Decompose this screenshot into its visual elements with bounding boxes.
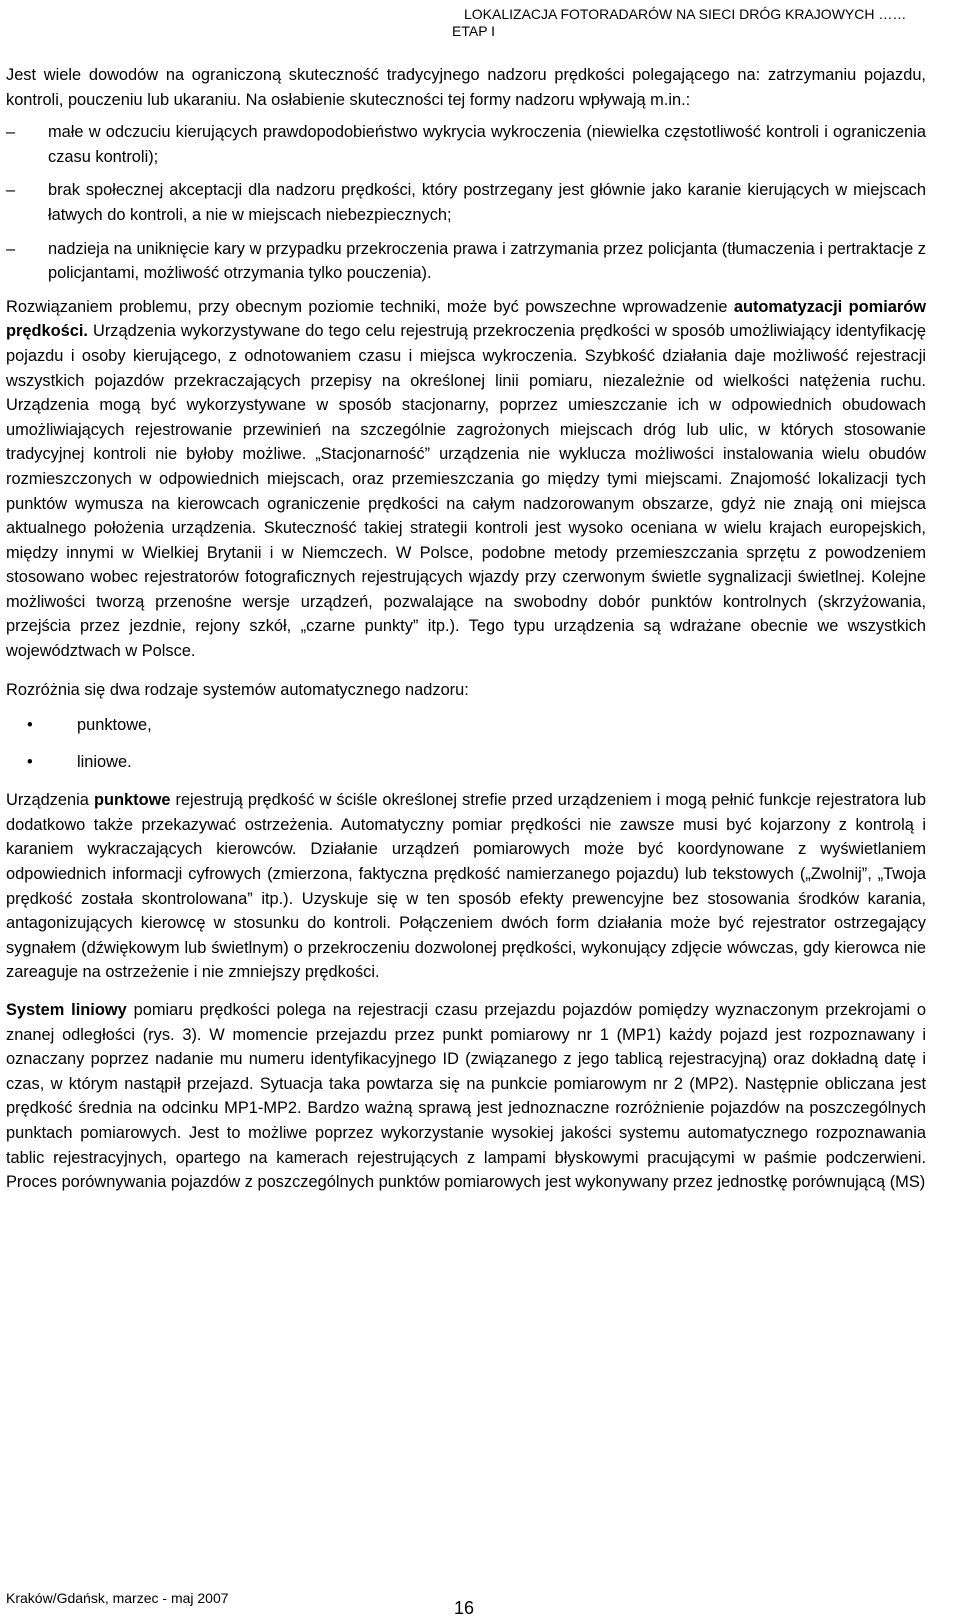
list-item-text: brak społecznej akceptacji dla nadzoru prędkości, który postrzegany jest głównie jako karanie kierujących w miejscach łatwych do kontroli, a nie w miejscach niebezpiecznych; <box>48 181 926 224</box>
header-stage: ETAP I <box>452 23 496 39</box>
dash-marker: – <box>6 123 16 142</box>
list-item <box>6 713 926 750</box>
point-rest-text: rejestrują prędkość w ściśle określonej strefie przed urządzeniem i mogą pełnić funkcje rejestratora lub dodatkowo także przekazywać ostrzeżenia. Automatyczny pomiar prędkości nie zawsze musi być kojarzony z kontrolą i karaniem wykraczających kierowców. Działanie urządzeń pomiarowych może być koordynowane z wyświetlaniem odpowiednich informacji cyfrowych (zmierzona, faktyczna prędkość namierzanego pojazdu) lub tekstowych („Zwolnij”, „Twoja prędkość została skontrolowana” itp.). Uzyskuje się w ten sposób efekty prewencyjne bez stosowania środków karania, antagonizujących kierowcę w stosunku do kontroli. Połączeniem dwóch form działania może być rejestrator ostrzegający sygnałem (dźwiękowym lub świetlnym) o przekroczeniu dozwolonej prędkości, wykonujący zdjęcie wówczas, gdy kierowca nie zareaguje na ostrzeżenie i nie zmniejszy prędkości. <box>6 791 926 982</box>
running-header <box>0 6 960 40</box>
point-system-paragraph <box>6 788 926 985</box>
line-bold-text: System liniowy <box>6 1001 127 1019</box>
footer-place-date: Kraków/Gdańsk, marzec - maj 2007 <box>6 1590 229 1606</box>
bullet-list <box>6 713 926 787</box>
dash-marker: – <box>6 181 16 200</box>
main-rest-text: Urządzenia wykorzystywane do tego celu rejestrują przekroczenia prędkości w sposób umożliwiający identyfikację pojazdu i osoby kierującego, z odnotowaniem czasu i miejsca wykroczenia. Szybkość działania daje możliwość rejestracji wszystkich pojazdów przekraczających przepisy na określonej linii pomiaru, niezależnie od wielkości natężenia ruchu. Urządzenia mogą być wykorzystywane w sposób stacjonarny, poprzez umieszczanie ich w odpowiednich obudowach umożliwiających rejestrowanie przewinień na szczególnie zagrożonych miejscach dróg lub ulic, w których stosowanie tradycyjnej kontroli nie byłoby możliwe. „Stacjonarność” urządzenia nie wyklucza możliwości instalowania wielu obudów rozmieszczonych w odpowiednich miejscach, oraz przemieszczania go między tymi miejscami. Znajomość lokalizacji tych punktów wymusza na kierowcach ograniczenie prędkości na całym nadzorowanym obszarze, gdyż nie znają oni miejsca aktualnego położenia urządzenia. Skuteczność takiej strategii kontroli jest wysoko oceniana w wielu krajach europejskich, między innymi w Wielkiej Brytanii i w Niemczech. W Polsce, podobne metody przemieszczania sprzętu z powodzeniem stosowano wobec rejestratorów fotograficznych rejestrujących wjazdy przy czerwonym świetle sygnalizacji świetlnej. Kolejne możliwości tworzą przenośne wersje urządzeń, pozwalające na swobodny dobór punktów kontrolnych (skrzyżowania, przejścia przez jezdnie, rejony szkół, „czarne punkty” itp.). Tego typu urządzenia są wdrażane obecnie we wszystkich województwach w Polsce. <box>6 322 926 661</box>
list-item <box>6 120 926 169</box>
list-item <box>6 237 926 286</box>
point-lead-text: Urządzenia <box>6 791 94 810</box>
list-item-text: liniowe. <box>77 753 132 772</box>
header-title: LOKALIZACJA FOTORADARÓW NA SIECI DRÓG KRAJOWYCH …… <box>464 6 907 22</box>
line-rest-text: pomiaru prędkości polega na rejestracji czasu przejazdu pojazdów pomiędzy wyznaczonym przekrojami o znanej odległości (rys. 3). W momencie przejazdu przez punkt pomiarowy nr 1 (MP1) każdy pojazd jest rozpoznawany i oznaczany poprzez nadanie mu numeru identyfikacyjnego ID (związanego z jego tablicą rejestracyjną) oraz dokładną datę i czas, w którym nastąpił przejazd. Sytuacja taka powtarza się na punkcie pomiarowym nr 2 (MP2). Następnie obliczana jest prędkość średnia na odcinku MP1-MP2. Bardzo ważną sprawą jest jednoznaczne rozróżnienie pojazdów na poszczególnych punktach pomiarowych. Jest to możliwe poprzez wykorzystanie wysokiej jakości systemu automatycznego rozpoznawania tablic rejestracyjnych, opartego na kamerach rejestrujących z lampami błyskowymi pracującymi w paśmie podczerwieni. Proces porównywania pojazdów z poszczególnych punktów pomiarowych jest wykonywany przez jednostkę porównującą (MS) <box>6 1001 927 1192</box>
main-bold-text: automatyzacji pomiarów prędkości. <box>6 297 926 341</box>
point-bold-text: punktowe <box>93 791 171 810</box>
document-body <box>6 63 926 1195</box>
types-intro: Rozróżnia się dwa rodzaje systemów automatycznego nadzoru: <box>6 680 469 699</box>
dash-list <box>6 120 926 286</box>
list-item <box>6 178 926 227</box>
list-item <box>6 750 926 787</box>
main-paragraph <box>6 295 926 664</box>
line-system-paragraph <box>6 998 926 1195</box>
intro-paragraph: Jest wiele dowodów na ograniczoną skuteczność tradycyjnego nadzoru prędkości polegającego na: zatrzymaniu pojazdu, kontroli, pouczeniu lub ukaraniu. Na osłabienie skuteczności tej formy nadzoru wpływają m.in.: <box>6 66 926 109</box>
list-item-text: punktowe, <box>77 716 152 735</box>
page-number: 16 <box>454 1598 475 1618</box>
bullet-marker: • <box>27 716 33 735</box>
list-item-text: małe w odczuciu kierujących prawdopodobieństwo wykrycia wykroczenia (niewielka częstotliwość kontroli i ograniczenia czasu kontroli); <box>48 123 926 166</box>
bullet-marker: • <box>27 753 33 772</box>
list-item-text: nadzieja na uniknięcie kary w przypadku przekroczenia prawa i zatrzymania przez policjanta (tłumaczenia i pertraktacje z policjantami, możliwość otrzymania tylko pouczenia). <box>48 239 926 283</box>
main-lead-text: Rozwiązaniem problemu, przy obecnym poziomie techniki, może być powszechne wprowadzenie <box>6 297 734 316</box>
dash-marker: – <box>6 239 16 258</box>
